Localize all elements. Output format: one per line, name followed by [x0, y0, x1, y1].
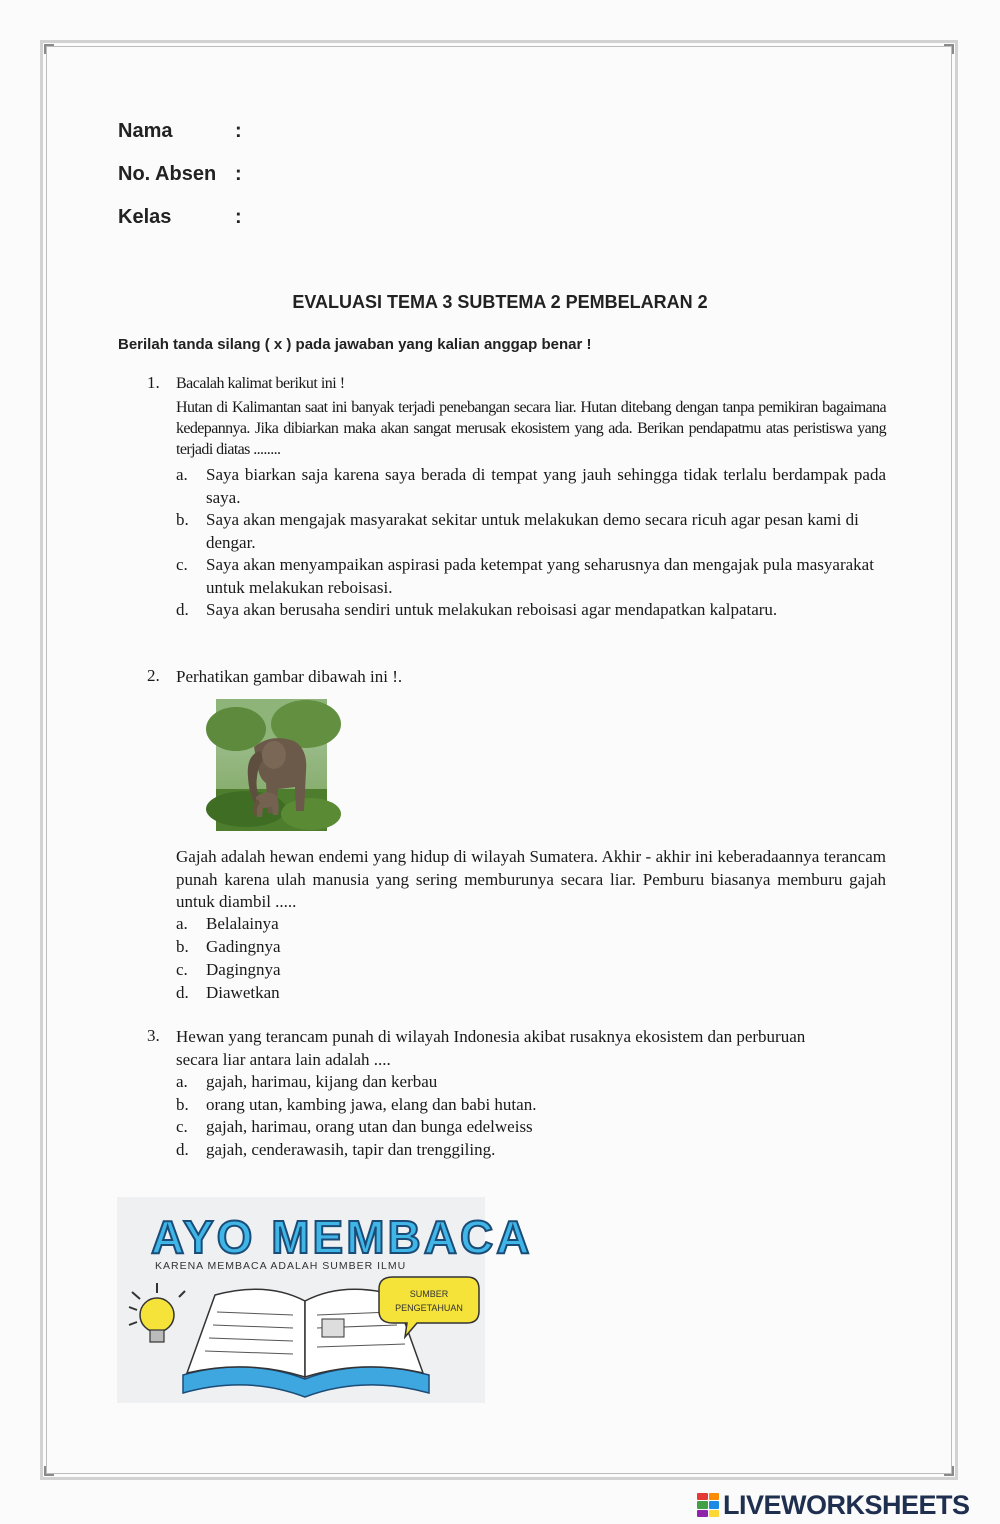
- option-text: Saya akan mengajak masyarakat sekitar untuk melakukan demo secara ricuh agar pesan kami di dengar.: [206, 510, 859, 552]
- poster-subtitle: KARENA MEMBACA ADALAH SUMBER ILMU: [155, 1260, 407, 1272]
- nama-label: Nama: [118, 120, 173, 142]
- q1-number: 1.: [147, 373, 160, 392]
- colon: :: [235, 120, 242, 142]
- option-letter: b.: [176, 510, 189, 529]
- option-letter: c.: [176, 555, 188, 574]
- poster-headline: AYO MEMBACA: [151, 1211, 533, 1263]
- option-text: gajah, harimau, orang utan dan bunga edelweiss: [206, 1117, 533, 1136]
- option-letter: c.: [176, 960, 188, 979]
- option-text: Saya biarkan saja karena saya berada di tempat yang jauh sehingga tidak terlalu berdampak pada saya.: [206, 465, 886, 507]
- option-text: orang utan, kambing jawa, elang dan babi hutan.: [206, 1095, 537, 1114]
- option-letter: d.: [176, 983, 189, 1002]
- kelas-row: [118, 206, 242, 229]
- option-text: Saya akan menyampaikan aspirasi pada ketempat yang seharusnya dan mengajak pula masyarakat untuk melakukan reboisasi.: [206, 555, 874, 597]
- colon: :: [235, 206, 242, 228]
- q1-stem: Bacalah kalimat berikut ini !: [176, 375, 345, 392]
- option-text: gajah, harimau, kijang dan kerbau: [206, 1072, 438, 1091]
- kelas-label: Kelas: [118, 206, 172, 228]
- q2-stem: Perhatikan gambar dibawah ini !.: [176, 667, 403, 686]
- ayo-membaca-poster: [117, 1197, 533, 1403]
- option-letter: b.: [176, 1095, 189, 1114]
- bubble-line2: PENGETAHUAN: [395, 1303, 463, 1313]
- instruction: Berilah tanda silang ( x ) pada jawaban yang kalian anggap benar !: [118, 336, 592, 353]
- option-letter: a.: [176, 1072, 188, 1091]
- option-text: Dagingnya: [206, 960, 281, 979]
- q3-stem: Hewan yang terancam punah di wilayah Indonesia akibat rusaknya ekosistem dan perburuan secara liar antara lain adalah ....: [176, 1027, 806, 1069]
- colon: :: [235, 163, 242, 185]
- option-text: Diawetkan: [206, 983, 280, 1002]
- option-letter: a.: [176, 465, 188, 484]
- corner-mark: [44, 1466, 54, 1476]
- option-letter: d.: [176, 600, 189, 619]
- q3-number: 3.: [147, 1026, 160, 1045]
- corner-mark: [944, 1466, 954, 1476]
- option-letter: c.: [176, 1117, 188, 1136]
- option-text: Belalainya: [206, 914, 279, 933]
- worksheet-title: EVALUASI TEMA 3 SUBTEMA 2 PEMBELARAN 2: [292, 292, 708, 312]
- elephant-photo: [216, 699, 327, 831]
- liveworksheets-brand[interactable]: [697, 1490, 970, 1520]
- corner-mark: [944, 44, 954, 54]
- corner-mark: [44, 44, 54, 54]
- option-letter: d.: [176, 1140, 189, 1159]
- q2-number: 2.: [147, 666, 160, 685]
- absen-label: No. Absen: [118, 163, 217, 185]
- option-text: Saya akan berusaha sendiri untuk melakukan reboisasi agar mendapatkan kalpataru.: [206, 600, 778, 619]
- option-text: gajah, cenderawasih, tapir dan trenggiling.: [206, 1140, 496, 1159]
- liveworksheets-logo-icon: [697, 1493, 719, 1517]
- absen-row: [118, 163, 242, 186]
- bubble-line1: SUMBER: [409, 1289, 449, 1299]
- option-letter: a.: [176, 914, 188, 933]
- brand-name: LIVEWORKSHEETS: [723, 1489, 970, 1520]
- option-text: Gadingnya: [206, 937, 281, 956]
- option-letter: b.: [176, 937, 189, 956]
- q2-passage: Gajah adalah hewan endemi yang hidup di wilayah Sumatera. Akhir - akhir ini keberadaannya terancam punah karena ulah manusia yang sering memburunya secara liar. Pemburu biasanya memburu gajah untuk diambil .....: [176, 847, 886, 911]
- nama-row: [118, 120, 242, 143]
- q1-passage: Hutan di Kalimantan saat ini banyak terjadi penebangan secara liar. Hutan ditebang dengan tanpa pemikiran bagaimana kedepannya. Jika dibiarkan maka akan sangat merusak ekosistem yang ada. Berikan pendapatmu atas peristiswa yang terjadi diatas ........: [176, 399, 886, 458]
